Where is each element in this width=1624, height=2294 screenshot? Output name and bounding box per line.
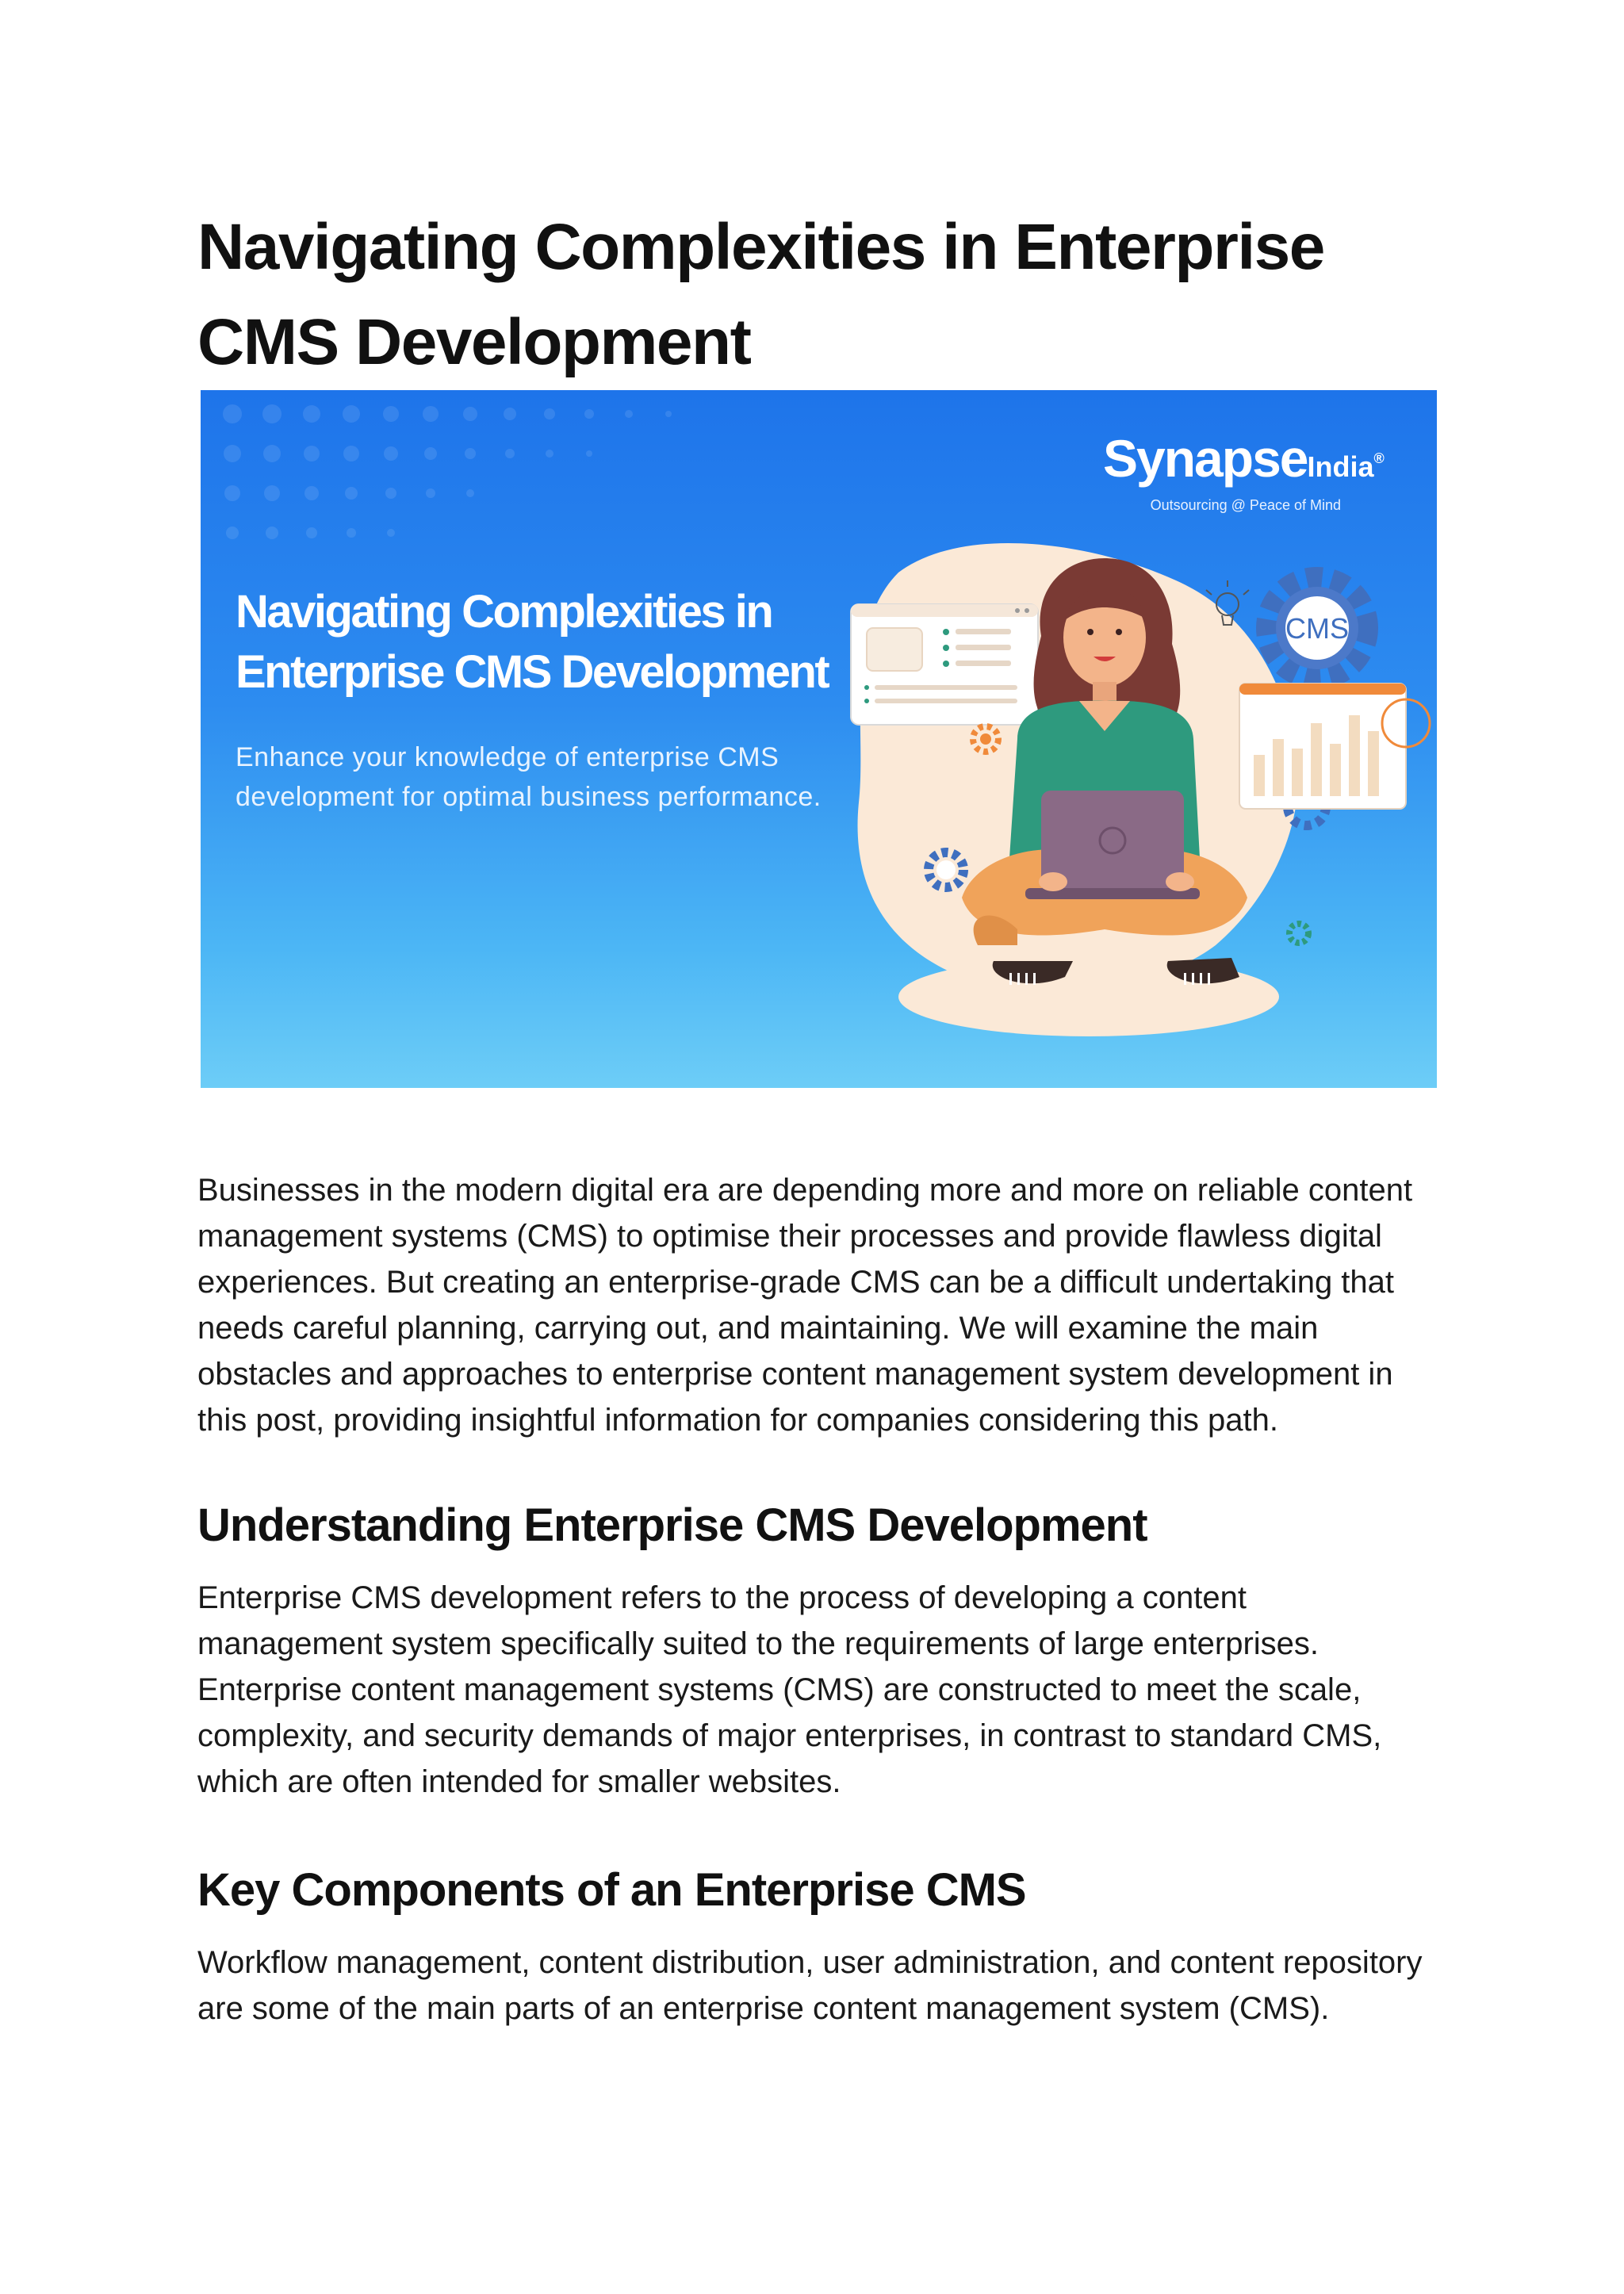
- brand-logo: [1103, 428, 1385, 515]
- bar-chart-icon: [1239, 684, 1406, 809]
- browser-window-icon: [851, 604, 1038, 725]
- banner-heading-line2: Enterprise CMS Development: [236, 646, 829, 698]
- section-heading: Key Components of an Enterprise CMS: [197, 1864, 1026, 1916]
- banner-heading-line1: Navigating Complexities in: [236, 586, 772, 638]
- intro-paragraph: Businesses in the modern digital era are depending more and more on reliable content management systems (CMS) to optimise their processes and provide flawless digital experiences. But creating an enterprise-grade CMS can be a difficult undertaking that needs careful planning, carrying out, and maintaining. We will examine the main obstacles and approaches to enterprise content management system development in this post, providing insightful information for companies considering this path.: [197, 1173, 1413, 1438]
- brand-tagline: Outsourcing @ Peace of Mind: [1150, 497, 1341, 513]
- hero-banner-image: [201, 390, 1437, 1088]
- section-heading: Understanding Enterprise CMS Development: [197, 1499, 1147, 1551]
- section-key-components: [197, 1862, 1434, 2032]
- page-title: Navigating Complexities in Enterprise CMS Development: [197, 211, 1324, 378]
- dot-pattern: [223, 404, 672, 539]
- banner-heading: [236, 582, 854, 703]
- gear-icon: [1289, 924, 1308, 943]
- gear-icon: [980, 733, 991, 745]
- cms-gear-icon: [1266, 577, 1368, 679]
- section-understanding: [197, 1497, 1434, 1805]
- section-paragraph: Enterprise CMS development refers to the process of developing a content management system specifically suited to the requirements of large enterprises. Enterprise content management systems (CMS) are constructed to meet the scale, complexity, and security demands of major enterprises, in contrast to standard CMS, which are often intended for smaller websites.: [197, 1580, 1382, 1799]
- section-paragraph: Workflow management, content distribution, user administration, and content repository are some of the main parts of an enterprise content management system (CMS).: [197, 1945, 1423, 2026]
- brand-wordmark: SynapseIndia®: [1103, 429, 1385, 488]
- article-body: [197, 1167, 1434, 1443]
- cms-gear-label: CMS: [1285, 612, 1349, 645]
- banner-subtitle: Enhance your knowledge of enterprise CMS development for optimal business performance.: [236, 742, 822, 812]
